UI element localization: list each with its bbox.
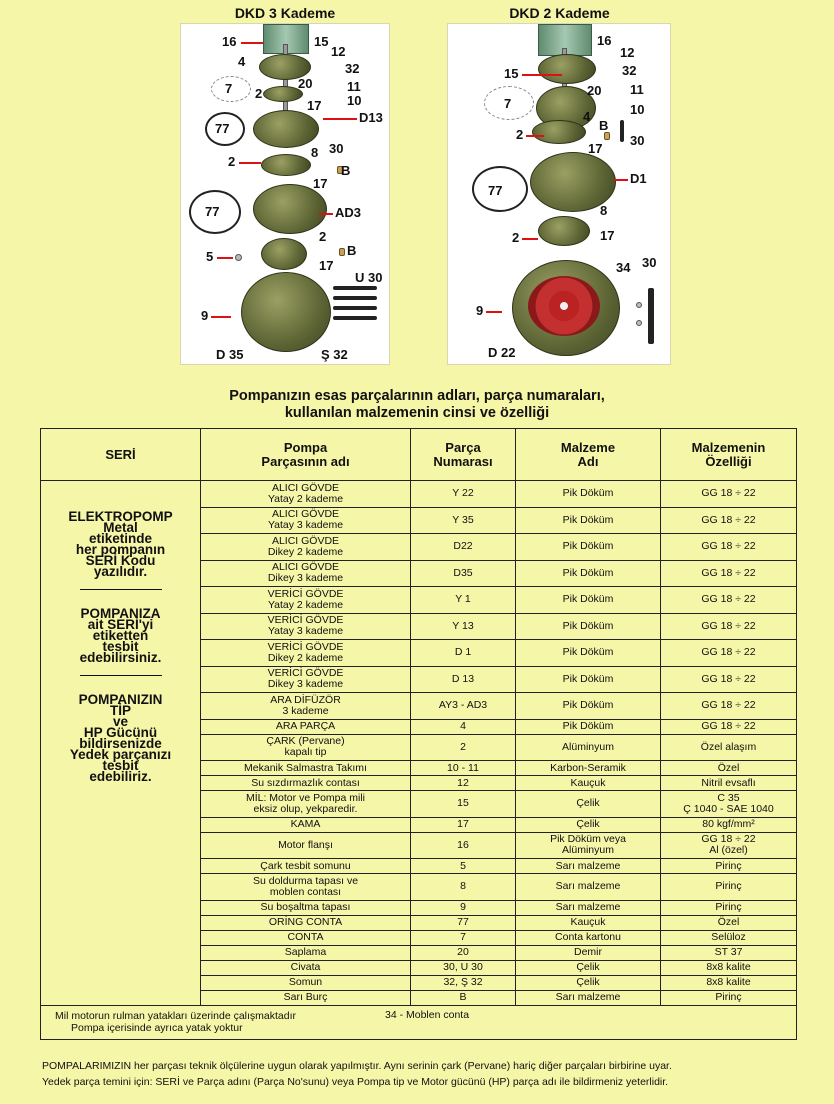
suction-body-image bbox=[241, 272, 331, 352]
label-d35: D 35 bbox=[216, 347, 244, 362]
label-10: 10 bbox=[630, 102, 645, 117]
table-header-row bbox=[41, 429, 797, 481]
property-cell: 80 kgf/mm² bbox=[661, 817, 797, 832]
label-2: 2 bbox=[319, 229, 327, 244]
label-32: 32 bbox=[345, 61, 360, 76]
footer-notes bbox=[42, 1058, 672, 1090]
material-cell: Karbon-Seramik bbox=[516, 761, 661, 776]
table-body bbox=[41, 481, 797, 1040]
bolt-image bbox=[333, 286, 377, 290]
seri-info-line: POMPANIZA bbox=[80, 606, 161, 621]
property-cell: Pirinç bbox=[661, 874, 797, 901]
label-b: B bbox=[347, 243, 357, 258]
label-2: 2 bbox=[255, 86, 263, 101]
property-cell: GG 18 ÷ 22 bbox=[661, 587, 797, 614]
label-ad3: AD3 bbox=[335, 205, 362, 220]
bolt-image bbox=[333, 316, 377, 320]
property-cell: GG 18 ÷ 22 bbox=[661, 693, 797, 720]
material-cell: Pik Döküm bbox=[516, 693, 661, 720]
property-cell: Nitril evsaflı bbox=[661, 776, 797, 791]
leader-line bbox=[323, 118, 357, 120]
bolt-image bbox=[620, 120, 624, 142]
seri-info-line: Metal bbox=[103, 520, 138, 535]
part-number-cell: Y 13 bbox=[411, 613, 516, 640]
leader-line bbox=[522, 238, 538, 240]
label-17: 17 bbox=[600, 228, 615, 243]
part-name-cell: ALICI GÖVDE Yatay 3 kademe bbox=[201, 507, 411, 534]
part-number-cell: 4 bbox=[411, 719, 516, 734]
seri-info-line: tesbit bbox=[102, 639, 139, 654]
right-exploded-diagram bbox=[447, 23, 671, 365]
property-cell: ST 37 bbox=[661, 945, 797, 960]
part-name-cell: Çark tesbit somunu bbox=[201, 859, 411, 874]
table-row bbox=[41, 481, 797, 508]
part-name-cell: KAMA bbox=[201, 817, 411, 832]
part-number-cell: 9 bbox=[411, 900, 516, 915]
material-cell: Pik Döküm bbox=[516, 481, 661, 508]
part-name-cell: ALICI GÖVDE Yatay 2 kademe bbox=[201, 481, 411, 508]
label-8: 8 bbox=[311, 145, 319, 160]
bolt-image bbox=[648, 288, 654, 344]
seri-info-line: edebilirsiniz. bbox=[79, 650, 162, 665]
label-12: 12 bbox=[620, 45, 635, 60]
material-cell: Pik Döküm veya Alüminyum bbox=[516, 832, 661, 859]
part-number-cell: 20 bbox=[411, 945, 516, 960]
property-cell: GG 18 ÷ 22 bbox=[661, 481, 797, 508]
left-diagram-title: DKD 3 Kademe bbox=[234, 5, 336, 21]
nut-image bbox=[235, 254, 242, 261]
part-number-cell: 15 bbox=[411, 791, 516, 818]
note-line-1: Mil motorun rulman yatakları üzerinde çalışmaktadır bbox=[55, 1010, 297, 1022]
leader-line bbox=[522, 74, 562, 76]
header-seri: SERİ bbox=[41, 429, 201, 481]
material-cell: Pik Döküm bbox=[516, 534, 661, 561]
seri-info-line: bildirsenizde bbox=[79, 736, 162, 751]
material-cell: Kauçuk bbox=[516, 776, 661, 791]
label-2: 2 bbox=[516, 127, 524, 142]
label-2: 2 bbox=[512, 230, 520, 245]
right-diagram-title: DKD 2 Kademe bbox=[509, 5, 610, 21]
label-5: 5 bbox=[206, 249, 214, 264]
part-name-cell: ALICI GÖVDE Dikey 2 kademe bbox=[201, 534, 411, 561]
suction-face-image bbox=[528, 276, 600, 336]
seri-info-line: her pompanın bbox=[75, 542, 166, 557]
label-d13: D13 bbox=[359, 110, 383, 125]
header-material: Malzeme Adı bbox=[516, 429, 661, 481]
seri-info-line: tesbit bbox=[102, 758, 139, 773]
property-cell: Pirinç bbox=[661, 859, 797, 874]
material-cell: Çelik bbox=[516, 960, 661, 975]
material-cell: Sarı malzeme bbox=[516, 900, 661, 915]
material-cell: Demir bbox=[516, 945, 661, 960]
part-name-cell: MİL: Motor ve Pompa mili eksiz olup, yekparedir. bbox=[201, 791, 411, 818]
leader-line bbox=[241, 42, 263, 44]
part-number-cell: 5 bbox=[411, 859, 516, 874]
part-number-cell: 32, Ş 32 bbox=[411, 975, 516, 990]
seri-info-line: edebiliriz. bbox=[89, 769, 152, 784]
label-32: 32 bbox=[622, 63, 637, 78]
label-8: 8 bbox=[600, 203, 608, 218]
property-cell: C 35 Ç 1040 - SAE 1040 bbox=[661, 791, 797, 818]
part-number-cell: B bbox=[411, 990, 516, 1005]
label-12: 12 bbox=[331, 44, 346, 59]
leader-line bbox=[217, 257, 233, 259]
label-10: 10 bbox=[347, 93, 362, 108]
property-cell: 8x8 kalite bbox=[661, 975, 797, 990]
leader-line bbox=[319, 213, 333, 215]
part-name-cell: ARA PARÇA bbox=[201, 719, 411, 734]
bolt-image bbox=[333, 306, 377, 310]
parts-table bbox=[40, 428, 797, 1040]
label-30: 30 bbox=[630, 133, 645, 148]
label-17: 17 bbox=[313, 176, 328, 191]
header-part-name: Pompa Parçasının adı bbox=[201, 429, 411, 481]
impeller-image bbox=[538, 216, 590, 246]
label-b: B bbox=[599, 118, 609, 133]
label-b: B bbox=[341, 163, 351, 178]
property-cell: 8x8 kalite bbox=[661, 960, 797, 975]
part-number-cell: 8 bbox=[411, 874, 516, 901]
seri-separator bbox=[80, 675, 162, 676]
material-cell: Pik Döküm bbox=[516, 587, 661, 614]
bolt-image bbox=[333, 296, 377, 300]
seri-info-line: etiketinde bbox=[88, 531, 153, 546]
seri-separator bbox=[80, 589, 162, 590]
part-name-cell: VERİCİ GÖVDE Dikey 3 kademe bbox=[201, 666, 411, 693]
part-number-cell: 30, U 30 bbox=[411, 960, 516, 975]
property-cell: Özel bbox=[661, 761, 797, 776]
header-material-property: Malzemenin Özelliği bbox=[661, 429, 797, 481]
seri-info-line: etiketten bbox=[92, 628, 149, 643]
label-d1: D1 bbox=[630, 171, 647, 186]
label-15: 15 bbox=[314, 34, 329, 49]
note-cell bbox=[41, 1005, 797, 1039]
property-cell: GG 18 ÷ 22 Al (özel) bbox=[661, 832, 797, 859]
nut-image bbox=[636, 302, 642, 308]
label-2: 2 bbox=[228, 154, 236, 169]
material-cell: Sarı malzeme bbox=[516, 874, 661, 901]
material-cell: Pik Döküm bbox=[516, 560, 661, 587]
seri-info-cell bbox=[41, 481, 201, 1006]
label-9: 9 bbox=[201, 308, 209, 323]
seri-info-line: HP Gücünü bbox=[83, 725, 158, 740]
material-cell: Sarı malzeme bbox=[516, 990, 661, 1005]
seri-info-line: ELEKTROPOMP bbox=[68, 509, 173, 524]
table-heading bbox=[0, 388, 834, 422]
property-cell: GG 18 ÷ 22 bbox=[661, 666, 797, 693]
label-17: 17 bbox=[319, 258, 334, 273]
part-number-cell: 77 bbox=[411, 915, 516, 930]
label-s32: Ş 32 bbox=[321, 347, 348, 362]
bushing-image bbox=[604, 132, 610, 140]
label-30: 30 bbox=[329, 141, 344, 156]
material-cell: Pik Döküm bbox=[516, 507, 661, 534]
material-cell: Çelik bbox=[516, 817, 661, 832]
motor-flange-image bbox=[538, 54, 596, 84]
material-cell: Conta kartonu bbox=[516, 930, 661, 945]
material-cell: Sarı malzeme bbox=[516, 859, 661, 874]
property-cell: Selüloz bbox=[661, 930, 797, 945]
property-cell: GG 18 ÷ 22 bbox=[661, 560, 797, 587]
leader-line bbox=[211, 316, 231, 318]
nut-image bbox=[636, 320, 642, 326]
material-cell: Kauçuk bbox=[516, 915, 661, 930]
part-name-cell: Su sızdırmazlık contası bbox=[201, 776, 411, 791]
material-cell: Çelik bbox=[516, 791, 661, 818]
label-30: 30 bbox=[642, 255, 657, 270]
seri-info-line: ait SERİ'yi bbox=[87, 617, 154, 632]
label-u30: U 30 bbox=[355, 270, 383, 285]
label-20: 20 bbox=[298, 76, 313, 91]
property-cell: Pirinç bbox=[661, 900, 797, 915]
heading-line-1: Pompanızın esas parçalarının adları, parça numaraları, bbox=[229, 388, 605, 404]
label-11: 11 bbox=[347, 79, 361, 94]
part-name-cell: VERİCİ GÖVDE Yatay 2 kademe bbox=[201, 587, 411, 614]
part-number-cell: D 13 bbox=[411, 666, 516, 693]
seri-info-line: Yedek parçanızı bbox=[69, 747, 172, 762]
part-name-cell: VERİCİ GÖVDE Yatay 3 kademe bbox=[201, 613, 411, 640]
material-cell: Çelik bbox=[516, 975, 661, 990]
note-moblen: 34 - Moblen conta bbox=[385, 1009, 470, 1021]
header-part-number: Parça Numarası bbox=[411, 429, 516, 481]
part-number-cell: 2 bbox=[411, 734, 516, 761]
part-number-cell: Y 22 bbox=[411, 481, 516, 508]
label-16: 16 bbox=[222, 34, 237, 49]
part-number-cell: D22 bbox=[411, 534, 516, 561]
property-cell: Özel alaşım bbox=[661, 734, 797, 761]
part-number-cell: 17 bbox=[411, 817, 516, 832]
leader-line bbox=[614, 179, 628, 181]
label-11: 11 bbox=[630, 82, 644, 97]
material-cell: Pik Döküm bbox=[516, 719, 661, 734]
label-9: 9 bbox=[476, 303, 484, 318]
part-name-cell: ARA DİFÜZÖR 3 kademe bbox=[201, 693, 411, 720]
label-77: 77 bbox=[205, 204, 220, 219]
part-name-cell: ÇARK (Pervane) kapalı tip bbox=[201, 734, 411, 761]
part-name-cell: ORİNG CONTA bbox=[201, 915, 411, 930]
part-name-cell: Su boşaltma tapası bbox=[201, 900, 411, 915]
label-16: 16 bbox=[597, 33, 612, 48]
seri-info-line: TİP bbox=[109, 703, 131, 718]
part-number-cell: D35 bbox=[411, 560, 516, 587]
property-cell: GG 18 ÷ 22 bbox=[661, 640, 797, 667]
property-cell: GG 18 ÷ 22 bbox=[661, 534, 797, 561]
material-cell: Pik Döküm bbox=[516, 666, 661, 693]
leader-line bbox=[239, 162, 261, 164]
part-name-cell: Civata bbox=[201, 960, 411, 975]
label-34: 34 bbox=[616, 260, 631, 275]
label-17: 17 bbox=[307, 98, 322, 113]
note-line-2: Pompa içerisinde ayrıca yatak yoktur bbox=[71, 1022, 243, 1034]
label-77: 77 bbox=[215, 121, 230, 136]
leader-line bbox=[526, 135, 544, 137]
part-number-cell: Y 1 bbox=[411, 587, 516, 614]
material-cell: Alüminyum bbox=[516, 734, 661, 761]
label-7: 7 bbox=[504, 96, 512, 111]
part-number-cell: 10 - 11 bbox=[411, 761, 516, 776]
impeller-image bbox=[532, 120, 586, 144]
label-4: 4 bbox=[583, 109, 591, 124]
heading-line-2: kullanılan malzemenin cinsi ve özelliği bbox=[284, 405, 550, 421]
part-name-cell: ALICI GÖVDE Dikey 3 kademe bbox=[201, 560, 411, 587]
impeller-image bbox=[261, 238, 307, 270]
property-cell: Özel bbox=[661, 915, 797, 930]
property-cell: GG 18 ÷ 22 bbox=[661, 613, 797, 640]
part-name-cell: Mekanik Salmastra Takımı bbox=[201, 761, 411, 776]
discharge-body-image bbox=[253, 110, 319, 148]
part-number-cell: 16 bbox=[411, 832, 516, 859]
material-cell: Pik Döküm bbox=[516, 640, 661, 667]
intermediate-diffuser-image bbox=[253, 184, 327, 234]
part-number-cell: 7 bbox=[411, 930, 516, 945]
property-cell: GG 18 ÷ 22 bbox=[661, 507, 797, 534]
part-name-cell: Motor flanşı bbox=[201, 832, 411, 859]
leader-line bbox=[486, 311, 502, 313]
label-d22: D 22 bbox=[488, 345, 516, 360]
label-20: 20 bbox=[587, 83, 602, 98]
part-name-cell: Saplama bbox=[201, 945, 411, 960]
seri-info-line: POMPANIZIN bbox=[78, 692, 163, 707]
impeller-image bbox=[261, 154, 311, 176]
label-77: 77 bbox=[488, 183, 503, 198]
seri-info-line: yazılıdır. bbox=[93, 564, 148, 579]
property-cell: GG 18 ÷ 22 bbox=[661, 719, 797, 734]
material-cell: Pik Döküm bbox=[516, 613, 661, 640]
property-cell: Pirinç bbox=[661, 990, 797, 1005]
label-7: 7 bbox=[225, 81, 233, 96]
label-15: 15 bbox=[504, 66, 519, 81]
label-4: 4 bbox=[238, 54, 246, 69]
part-number-cell: Y 35 bbox=[411, 507, 516, 534]
footer-line-1: POMPALARIMIZIN her parçası teknik ölçülerine uygun olarak yapılmıştır. Aynı serinin çark (Pervane) hariç diğer parçaları birbirine uyar. bbox=[42, 1060, 672, 1072]
label-17: 17 bbox=[588, 141, 603, 156]
part-number-cell: 12 bbox=[411, 776, 516, 791]
note-row bbox=[41, 1005, 797, 1039]
footer-line-2: Yedek parça temini için: SERİ ve Parça adını (Parça No'sunu) veya Pompa tip ve Motor gücünü (HP) parça adı ile bildirmeniz yeterlidir. bbox=[42, 1076, 669, 1088]
part-name-cell: Su doldurma tapası ve moblen contası bbox=[201, 874, 411, 901]
part-name-cell: VERİCİ GÖVDE Dikey 2 kademe bbox=[201, 640, 411, 667]
part-number-cell: AY3 - AD3 bbox=[411, 693, 516, 720]
seri-info-line: ve bbox=[112, 714, 129, 729]
seri-info-line: SERİ Kodu bbox=[85, 553, 156, 568]
bushing-image bbox=[339, 248, 345, 256]
part-number-cell: D 1 bbox=[411, 640, 516, 667]
left-exploded-diagram bbox=[180, 23, 390, 365]
part-name-cell: Somun bbox=[201, 975, 411, 990]
part-name-cell: CONTA bbox=[201, 930, 411, 945]
impeller-image bbox=[263, 86, 303, 102]
part-name-cell: Sarı Burç bbox=[201, 990, 411, 1005]
